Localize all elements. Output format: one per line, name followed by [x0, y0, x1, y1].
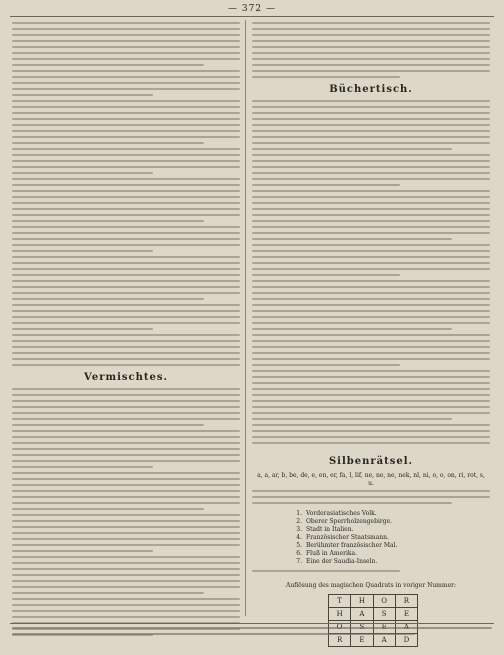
grid-cell: S: [373, 608, 395, 621]
text-line: [12, 394, 240, 396]
text-line: [252, 406, 490, 408]
section-title-vermischtes: Vermischtes.: [84, 372, 168, 383]
text-line: [252, 100, 490, 102]
puzzle-item-number: 3.: [296, 526, 302, 533]
text-line: [252, 286, 490, 288]
text-line: [12, 298, 204, 300]
text-line: [252, 214, 490, 216]
text-line: [12, 340, 240, 342]
text-line: [12, 520, 240, 522]
text-line: [12, 112, 240, 114]
puzzle-list: [292, 510, 480, 566]
puzzle-instructions: [252, 490, 490, 508]
puzzle-item: [292, 542, 480, 550]
text-line: [252, 226, 490, 228]
text-line: [12, 148, 240, 150]
text-line: [12, 436, 240, 438]
text-line: [12, 178, 240, 180]
text-line: [252, 34, 490, 36]
puzzle-item: [292, 550, 480, 558]
text-line: [252, 40, 490, 42]
puzzle-item: [292, 510, 480, 518]
text-line: [252, 280, 490, 282]
text-line: [12, 22, 240, 24]
grid-cell: H: [329, 608, 351, 621]
text-line: [12, 130, 240, 132]
text-line: [12, 610, 240, 612]
text-line: [12, 46, 240, 48]
text-line: [252, 376, 490, 378]
text-line: [12, 460, 240, 462]
text-line: [252, 328, 452, 330]
text-line: [252, 148, 452, 150]
text-line: [12, 364, 240, 366]
text-line: [12, 502, 240, 504]
text-line: [12, 100, 240, 102]
text-line: [12, 220, 204, 222]
text-line: [12, 556, 240, 558]
puzzle-item-text: Vorderasiatisches Volk.: [306, 510, 377, 517]
text-line: [252, 106, 490, 108]
text-line: [252, 52, 490, 54]
puzzle-item-number: 2.: [296, 518, 302, 525]
puzzle-item-text: Fluß in Amerika.: [306, 550, 358, 557]
text-line: [252, 154, 490, 156]
text-line: [12, 562, 240, 564]
text-line: [12, 316, 240, 318]
article-body-misc: [12, 388, 240, 640]
book-reviews: [252, 100, 490, 448]
text-line: [252, 382, 490, 384]
text-line: [12, 208, 240, 210]
text-line: [12, 406, 240, 408]
text-line: [252, 22, 490, 24]
text-line: [252, 394, 490, 396]
text-line: [252, 570, 400, 572]
text-line: [12, 532, 240, 534]
puzzle-item: [292, 518, 480, 526]
text-line: [252, 112, 490, 114]
text-line: [252, 220, 490, 222]
text-line: [12, 274, 240, 276]
column-divider: [245, 20, 246, 616]
text-line: [12, 442, 240, 444]
text-line: [12, 574, 240, 576]
text-line: [252, 58, 490, 60]
text-line: [252, 136, 490, 138]
text-line: [12, 400, 240, 402]
section-title-buechertisch: Büchertisch.: [329, 84, 413, 95]
text-line: [12, 82, 240, 84]
text-line: [12, 592, 204, 594]
puzzle-item-text: Eine der Saudia-Inseln.: [306, 558, 378, 565]
text-line: [252, 418, 452, 420]
text-line: [252, 322, 490, 324]
grid-cell: A: [373, 634, 395, 647]
text-line: [252, 256, 490, 258]
text-line: [12, 448, 240, 450]
text-line: [252, 208, 490, 210]
text-line: [12, 238, 240, 240]
text-line: [252, 262, 490, 264]
text-line: [12, 166, 240, 168]
puzzle-item-number: 4.: [296, 534, 302, 541]
puzzle-syllables: a, a, ar, b, be, de, e, en, er, fa, l, lif, ne, ne, ne, nek, nl, ni, o, o, on, ri, rot, s, u.: [257, 472, 485, 487]
text-line: [252, 304, 490, 306]
text-line: [252, 364, 400, 366]
text-line: [12, 136, 240, 138]
text-line: [252, 196, 490, 198]
grid-cell: E: [395, 608, 417, 621]
text-line: [12, 250, 153, 252]
text-line: [252, 64, 490, 66]
text-line: [12, 514, 240, 516]
text-line: [252, 496, 490, 498]
text-line: [252, 232, 490, 234]
text-line: [12, 627, 492, 629]
text-line: [12, 472, 240, 474]
grid-row: [329, 595, 418, 608]
grid-cell: R: [329, 634, 351, 647]
text-line: [12, 598, 240, 600]
text-line: [252, 244, 490, 246]
text-line: [252, 436, 490, 438]
text-line: [252, 442, 490, 444]
text-line: [12, 226, 240, 228]
text-line: [252, 490, 490, 492]
grid-cell: E: [351, 634, 373, 647]
text-line: [252, 502, 452, 504]
text-line: [12, 160, 240, 162]
text-line: [12, 124, 240, 126]
puzzle-footnote: [252, 570, 490, 576]
text-line: [12, 304, 240, 306]
text-line: [252, 124, 490, 126]
text-line: [12, 280, 240, 282]
text-line: [12, 388, 240, 390]
text-line: [12, 172, 153, 174]
text-line: [12, 52, 240, 54]
text-line: [12, 526, 240, 528]
text-line: [252, 388, 490, 390]
text-line: [12, 262, 240, 264]
text-line: [252, 76, 400, 78]
left-column: [12, 20, 240, 620]
text-line: [252, 274, 400, 276]
text-line: [252, 46, 490, 48]
text-line: [12, 586, 240, 588]
text-line: [12, 106, 240, 108]
puzzle-item-number: 5.: [296, 542, 302, 549]
header-rule: [10, 16, 494, 17]
text-line: [12, 268, 240, 270]
puzzle-item-text: Stadt in Italien.: [306, 526, 354, 533]
solution-label: Auflösung des magischen Quadrats in voriger Nummer:: [285, 582, 457, 589]
text-line: [12, 256, 240, 258]
text-line: [252, 28, 490, 30]
text-line: [252, 142, 490, 144]
puzzle-item-number: 7.: [296, 558, 302, 565]
text-line: [12, 64, 204, 66]
puzzle-item-number: 6.: [296, 550, 302, 557]
text-line: [12, 538, 240, 540]
text-line: [12, 184, 240, 186]
text-line: [12, 34, 240, 36]
text-line: [12, 490, 240, 492]
text-line: [252, 424, 490, 426]
text-line: [252, 118, 490, 120]
text-line: [12, 616, 240, 618]
text-line: [12, 358, 240, 360]
text-line: [12, 322, 240, 324]
text-line: [252, 70, 490, 72]
text-line: [12, 292, 240, 294]
text-line: [12, 418, 240, 420]
text-line: [252, 160, 490, 162]
puzzle-item-text: Berühmter französischer Mal.: [306, 542, 398, 549]
text-line: [12, 94, 153, 96]
text-line: [12, 430, 240, 432]
text-line: [12, 454, 240, 456]
imprint: [12, 627, 492, 647]
text-line: [252, 412, 490, 414]
text-line: [12, 496, 240, 498]
text-line: [252, 250, 490, 252]
text-line: [12, 328, 153, 330]
text-line: [12, 550, 153, 552]
grid-cell: T: [329, 595, 351, 608]
grid-row: [329, 608, 418, 621]
text-line: [12, 334, 240, 336]
text-line: [12, 88, 240, 90]
grid-cell: R: [395, 595, 417, 608]
text-line: [252, 400, 490, 402]
puzzle-item: [292, 526, 480, 534]
text-line: [252, 292, 490, 294]
grid-cell: O: [373, 595, 395, 608]
text-line: [12, 142, 204, 144]
text-line: [12, 232, 240, 234]
text-line: [12, 352, 240, 354]
section-title-silbenraetsel: Silbenrätsel.: [328, 456, 414, 467]
text-line: [252, 268, 490, 270]
grid-cell: D: [395, 634, 417, 647]
text-line: [252, 334, 490, 336]
text-line: [12, 76, 240, 78]
text-line: [252, 178, 490, 180]
text-line: [12, 244, 240, 246]
text-line: [252, 190, 490, 192]
text-line: [252, 298, 490, 300]
text-line: [12, 604, 240, 606]
text-line: [12, 286, 240, 288]
text-line: [12, 154, 240, 156]
puzzle-item: [292, 534, 480, 542]
text-line: [12, 580, 240, 582]
text-line: [12, 544, 240, 546]
text-line: [252, 352, 490, 354]
text-line: [12, 508, 204, 510]
footer-rule: [10, 623, 494, 624]
right-column: [252, 20, 490, 644]
text-line: [12, 424, 204, 426]
text-line: [252, 184, 400, 186]
text-line: [12, 633, 415, 635]
text-line: [12, 412, 240, 414]
text-line: [252, 346, 490, 348]
text-line: [252, 130, 490, 132]
text-line: [252, 238, 452, 240]
text-line: [12, 118, 240, 120]
article-body-right-top: [252, 22, 490, 82]
puzzle-item-text: Oberer Sperrholzengebirge.: [306, 518, 393, 525]
grid-cell: A: [351, 608, 373, 621]
text-line: [12, 28, 240, 30]
text-line: [252, 310, 490, 312]
text-line: [12, 202, 240, 204]
text-line: [12, 478, 240, 480]
page-number: — 372 —: [228, 4, 276, 14]
puzzle-item-number: 1.: [296, 510, 302, 517]
text-line: [12, 70, 240, 72]
text-line: [252, 370, 490, 372]
text-line: [252, 166, 490, 168]
text-line: [12, 466, 153, 468]
text-line: [12, 214, 240, 216]
text-line: [252, 172, 490, 174]
puzzle-item: [292, 558, 480, 566]
text-line: [252, 430, 490, 432]
grid-cell: H: [351, 595, 373, 608]
text-line: [12, 40, 240, 42]
text-line: [12, 310, 240, 312]
text-line: [12, 568, 240, 570]
text-line: [252, 358, 490, 360]
article-body-top: [12, 22, 240, 370]
text-line: [12, 58, 240, 60]
text-line: [12, 346, 240, 348]
text-line: [12, 190, 240, 192]
text-line: [12, 196, 240, 198]
text-line: [252, 316, 490, 318]
text-line: [252, 340, 490, 342]
text-line: [252, 202, 490, 204]
text-line: [12, 484, 240, 486]
puzzle-item-text: Französischer Staatsmann.: [306, 534, 389, 541]
